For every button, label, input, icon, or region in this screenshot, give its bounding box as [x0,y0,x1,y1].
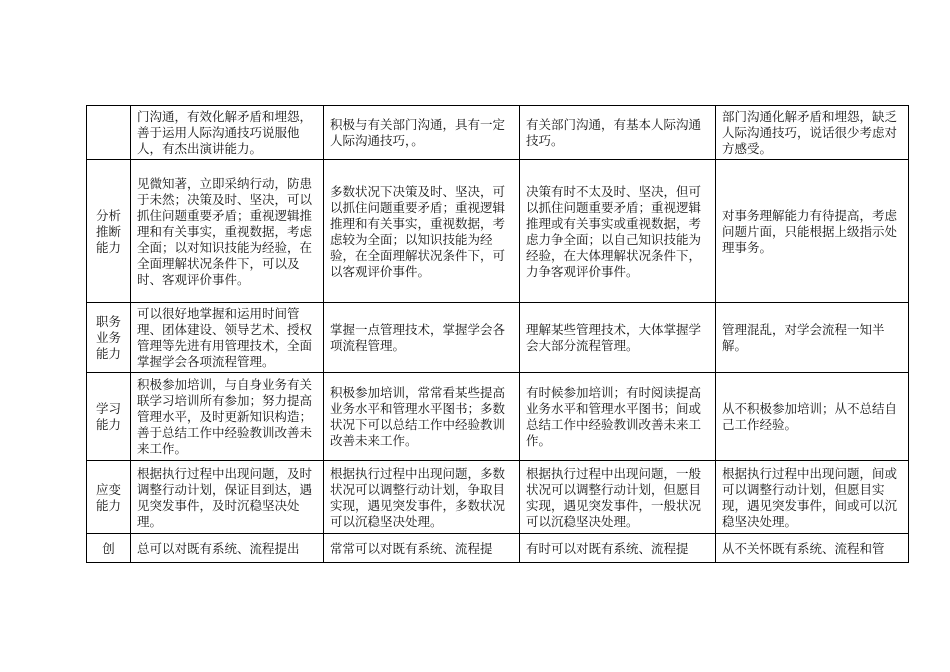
table-row [87,534,909,563]
level-2-cell: 积极参加培训，常常看某些提高业务水平和管理水平图书；多数状况下可以总结工作中经验教训改善未来工作。 [324,373,520,461]
level-4-cell: 从不关怀既有系统、流程和管 [716,534,909,563]
level-2-cell: 掌握一点管理技术，掌握学会各项流程管理。 [324,303,520,373]
level-1-cell: 积极参加培训，与自身业务有关联学习培训所有参加；努力提高管理水平，及时更新知识构造；善于总结工作中经验教训改善未来工作。 [131,373,324,461]
competency-table [86,105,909,563]
level-3-cell: 理解某些管理技术，大体掌握学会大部分流程管理。 [520,303,716,373]
row-label [87,106,131,160]
level-4-cell: 根据执行过程中出现问题，间或可以调整行动计划，但愿目实现，遇见突发事件，间或可以沉稳坚决处理。 [716,461,909,534]
level-3-cell: 有时候参加培训；有时阅读提高业务水平和管理水平图书；间或总结工作中经验教训改善未来工作。 [520,373,716,461]
level-1-cell: 根据执行过程中出现问题，及时调整行动计划，保证目到达，遇见突发事件，及时沉稳坚决处理。 [131,461,324,534]
level-1-cell: 门沟通，有效化解矛盾和埋怨，善于运用人际沟通技巧说服他人，有杰出演讲能力。 [131,106,324,160]
row-label: 职务业务能力 [87,303,131,373]
level-3-cell: 决策有时不太及时、坚决，但可以抓住问题重要矛盾；重视逻辑推理或有关事实或重视数据，考虑力争全面；以自己知识技能为经验，在大体理解状况条件下，力争客观评价事件。 [520,160,716,303]
row-label: 学习能力 [87,373,131,461]
level-3-cell: 有关部门沟通，有基本人际沟通技巧。 [520,106,716,160]
table-row [87,461,909,534]
level-3-cell: 有时可以对既有系统、流程提 [520,534,716,563]
table-row [87,160,909,303]
table-row [87,106,909,160]
level-2-cell: 多数状况下决策及时、坚决，可以抓住问题重要矛盾；重视逻辑推理和有关事实，重视数据，考虑较为全面；以知识技能为经验，在全面理解状况条件下，可以客观评价事件。 [324,160,520,303]
level-4-cell: 从不积极参加培训；从不总结自己工作经验。 [716,373,909,461]
level-1-cell: 可以很好地掌握和运用时间管理、团体建设、领导艺术、授权管理等先进有用管理技术，全面掌握学会各项流程管理。 [131,303,324,373]
level-4-cell: 管理混乱，对学会流程一知半解。 [716,303,909,373]
row-label: 分析推断能力 [87,160,131,303]
table-row [87,303,909,373]
level-2-cell: 常常可以对既有系统、流程提 [324,534,520,563]
level-4-cell: 部门沟通化解矛盾和埋怨，缺乏人际沟通技巧，说话很少考虑对方感受。 [716,106,909,160]
row-label: 应变能力 [87,461,131,534]
table-row [87,373,909,461]
level-1-cell: 总可以对既有系统、流程提出 [131,534,324,563]
level-1-cell: 见微知著，立即采纳行动，防患于未然；决策及时、坚决，可以抓住问题重要矛盾；重视逻辑推理和有关事实，重视数据，考虑全面；以对知识技能为经验，在全面理解状况条件下，可以及时、客观评价事件。 [131,160,324,303]
row-label: 创 [87,534,131,563]
level-4-cell: 对事务理解能力有待提高，考虑问题片面，只能根据上级指示处理事务。 [716,160,909,303]
level-2-cell: 根据执行过程中出现问题，多数状况可以调整行动计划，争取目实现，遇见突发事件，多数状况可以沉稳坚决处理。 [324,461,520,534]
level-2-cell: 积极与有关部门沟通，具有一定人际沟通技巧，。 [324,106,520,160]
level-3-cell: 根据执行过程中出现问题，一般状况可以调整行动计划，但愿目实现，遇见突发事件，一般状况可以沉稳坚决处理。 [520,461,716,534]
